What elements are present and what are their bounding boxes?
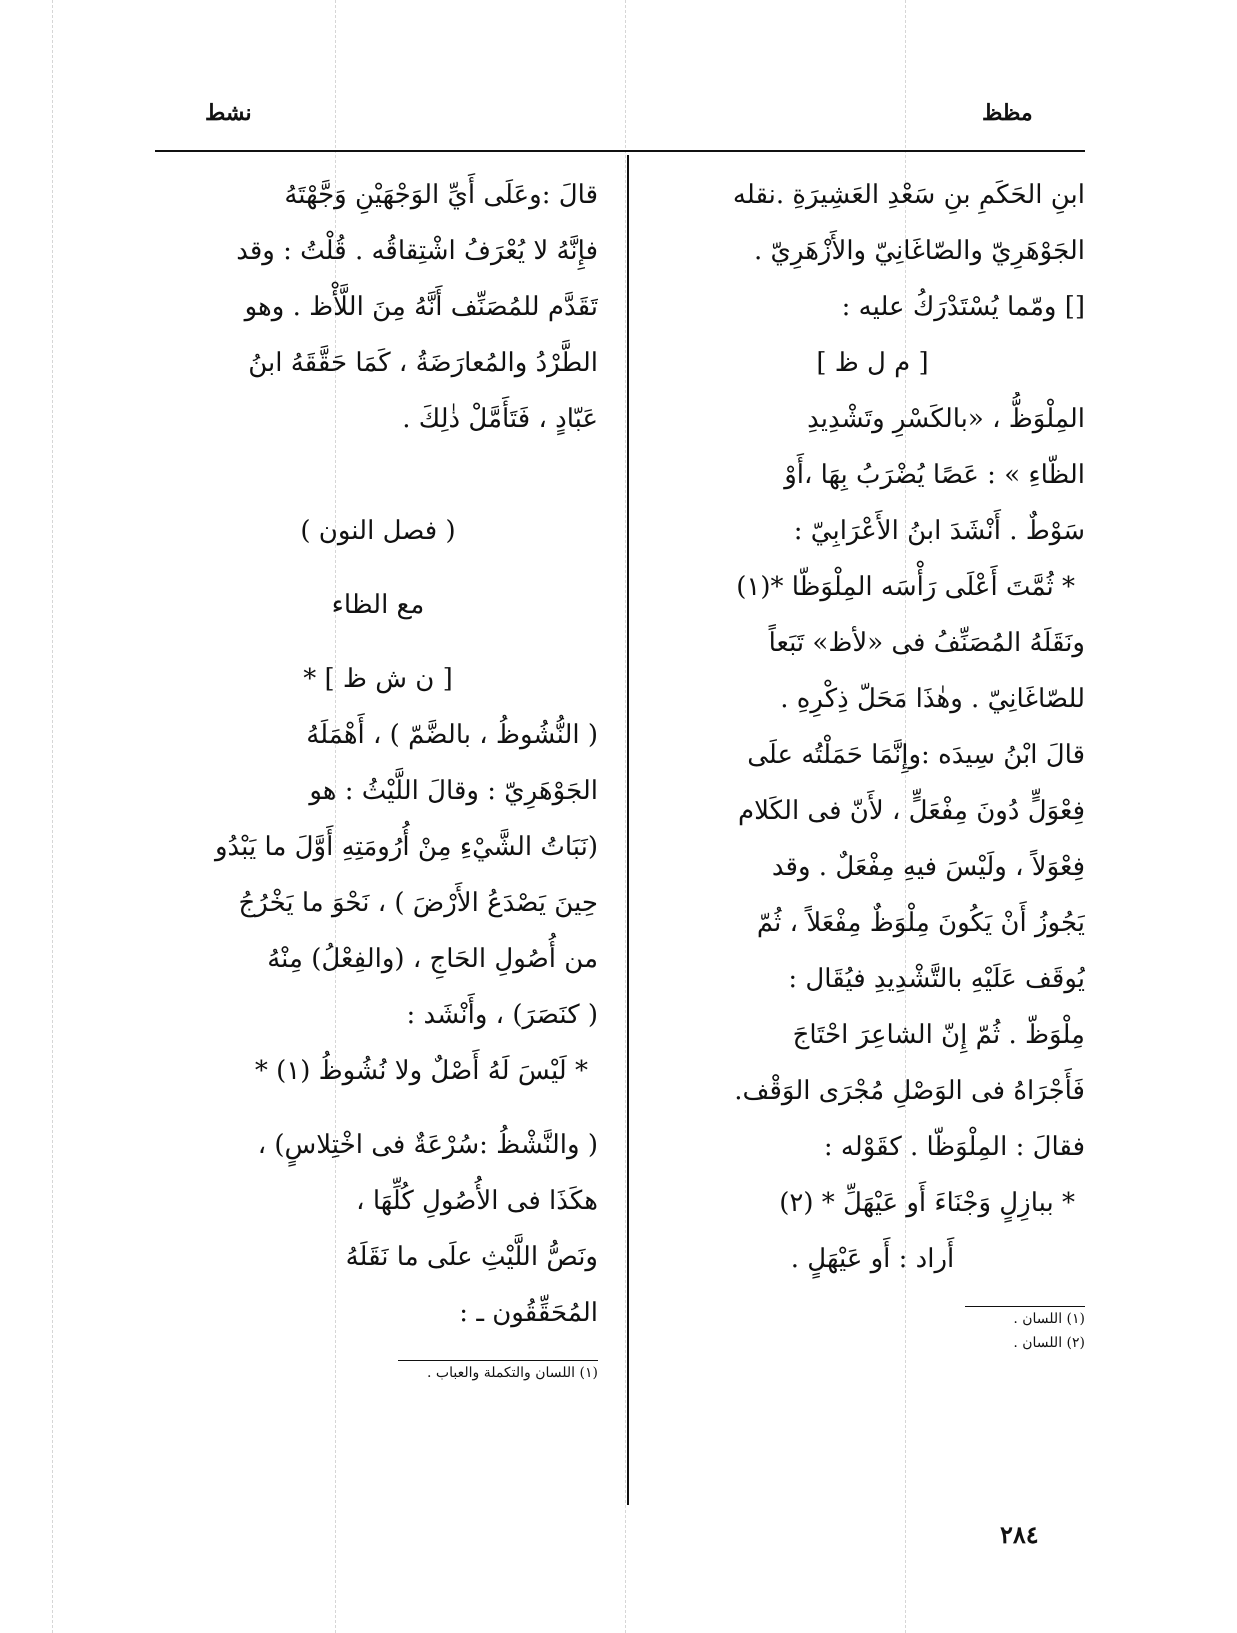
header-rule <box>155 150 1085 152</box>
text-line: ونَقَلَهُ المُصَنِّفُ فى «لأظ» تَبَعاً <box>768 628 1085 659</box>
text-line: فِعْوَلاً ، ولَيْسَ فيهِ مِفْعَلٌ . وقد <box>771 852 1085 883</box>
footnote: (١) اللسان . <box>1013 1310 1085 1327</box>
text-line: يُوقَف عَلَيْهِ بالتَّشْدِيدِ فيُقَال : <box>788 964 1085 995</box>
right-column <box>660 168 1085 1355</box>
page-number: ٢٨٤ <box>1000 1520 1039 1549</box>
text-line: ( كنَصَرَ) ، وأَنْشَد : <box>406 1000 598 1031</box>
text-line: ( والنَّشْظُ :سُرْعَةٌ فى اخْتِلاسٍ) ، <box>257 1130 598 1161</box>
text-line: أَراد : أَو عَيْهَلٍ . <box>790 1244 955 1275</box>
text-line: قالَ :وعَلَى أَيِّ الوَجْهَيْنِ وَجَّهْتَهُ <box>284 180 598 211</box>
running-head-right: مظظ <box>982 100 1033 126</box>
verse-line: * ببازِلٍ وَجْنَاءَ أَو عَيْهَلِّ * (٢) <box>779 1188 1075 1219</box>
text-line: يَجُوزُ أَنْ يَكُونَ مِلْوَظٌ مِفْعَلاً ، ثُمّ <box>756 908 1085 939</box>
entry-heading: [ م ل ظ ] <box>816 348 929 379</box>
left-column <box>158 168 598 1385</box>
text-line: تَقَدَّم للمُصَنِّف أَنَّهُ مِنَ اللَّأْظ . وهو <box>244 292 598 323</box>
verse-line: * لَيْسَ لَهُ أَصْلٌ ولا نُشُوظُ (١) * <box>254 1056 588 1087</box>
text-line: الطَّرْدُ والمُعارَضَةُ ، كَمَا حَقَّقَهُ ابنُ <box>248 348 598 379</box>
text-line: الظّاءِ » : عَصًا يُضْرَبُ بِهَا ،أَوْ <box>784 460 1085 491</box>
text-line: مِلْوَظّ . ثُمّ إِنّ الشاعِرَ احْتَاجَ <box>792 1020 1085 1051</box>
text-line: الجَوْهَرِيّ : وقالَ اللَّيْثُ : هو <box>309 776 598 807</box>
text-line: الجَوْهَرِيّ والصّاغَانِيّ والأَزْهَرِيّ . <box>754 236 1085 267</box>
scan-fold-line <box>52 0 53 1633</box>
footnote: (١) اللسان والتكملة والعباب . <box>427 1364 598 1381</box>
text-line: فقالَ : المِلْوَظّا . كقَوْله : <box>823 1132 1085 1163</box>
text-line: فَأَجْرَاهُ فى الوَصْلِ مُجْرَى الوَقْف. <box>734 1076 1085 1107</box>
section-title: ( فصل النون ) <box>300 516 456 547</box>
text-line: ابنِ الحَكَمِ بنِ سَعْدِ العَشِيرَةِ .نقله <box>732 180 1085 211</box>
text-line: حِينَ يَصْدَعُ الأَرْضَ ) ، نَحْوَ ما يَخْرُجُ <box>238 888 598 919</box>
column-divider <box>627 155 629 1505</box>
text-line: المِلْوَظُّ ، «بالكَسْرِ وتَشْدِيدِ <box>807 404 1085 435</box>
entry-heading: [ ن ش ظ ] * <box>303 664 453 695</box>
text-line: [] ومّما يُسْتَدْرَكُ عليه : <box>841 292 1085 323</box>
text-line: سَوْطٌ . أَنْشَدَ ابنُ الأَعْرَابِيّ : <box>793 516 1085 547</box>
verse-line: * ثُمَّتَ أَعْلَى رَأْسَه المِلْوَظّا *(١) <box>736 572 1075 603</box>
text-line: المُحَقِّقُون ـ : <box>459 1298 598 1329</box>
text-line: فِعْوَلٍّ دُونَ مِفْعَلٍّ ، لأَنّ فى الكَلام <box>738 796 1085 827</box>
text-line: هكَذَا فى الأُصُولِ كُلِّهَا ، <box>356 1186 598 1217</box>
section-subtitle: مع الظاء <box>331 590 425 621</box>
text-line: ونَصُّ اللَّيْثِ علَى ما نَقَلَهُ <box>345 1242 598 1273</box>
text-line: (نَبَاتُ الشَّيْءِ مِنْ أُرُومَتِهِ أَوَّلَ ما يَبْدُو <box>214 832 598 863</box>
text-line: من أُصُولِ الحَاجِ ، (والفِعْلُ) مِنْهُ <box>267 944 598 975</box>
text-line: للصّاغَانِيّ . وهٰذَا مَحَلّ ذِكْرِهِ . <box>780 684 1085 715</box>
running-head-left: نشط <box>205 100 252 126</box>
scan-fold-line <box>625 0 626 1633</box>
text-line: قالَ ابْنُ سِيدَه :وإِنَّمَا حَمَلْتُه علَى <box>747 740 1085 771</box>
text-line: عَبّادٍ ، فَتَأَمَّلْ ذٰلِكَ . <box>402 404 598 435</box>
footnote: (٢) اللسان . <box>1013 1334 1085 1351</box>
text-line: ( النُّشُوظُ ، بالضَّمّ ) ، أَهْمَلَهُ <box>306 720 598 751</box>
text-line: فإِنَّهُ لا يُعْرَفُ اشْتِقاقُه . قُلْتُ : وقد <box>236 236 598 267</box>
